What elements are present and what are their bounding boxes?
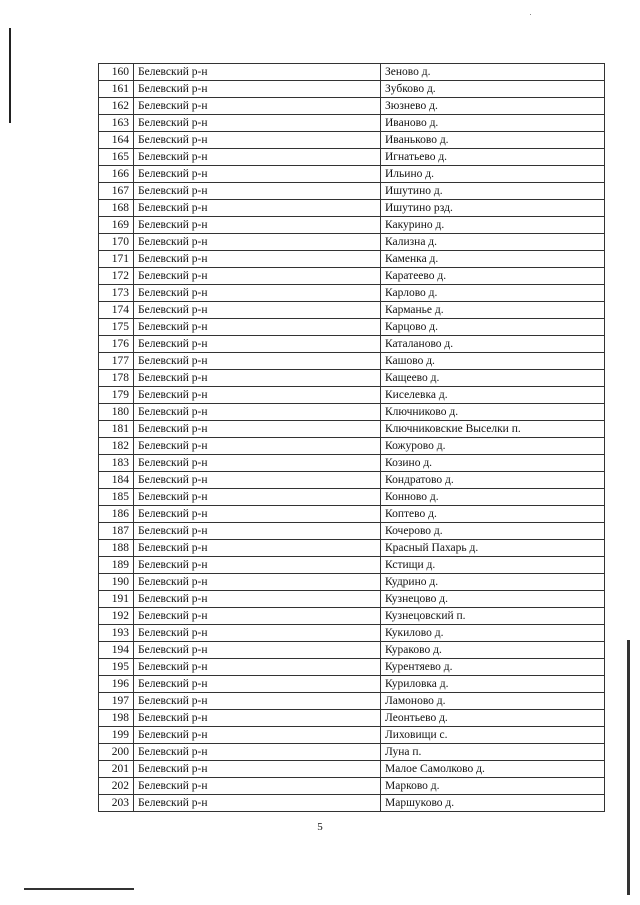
row-number-cell: 201 <box>99 761 134 778</box>
settlement-cell: Ключниково д. <box>381 404 605 421</box>
district-cell: Белевский р-н <box>134 98 381 115</box>
district-cell: Белевский р-н <box>134 574 381 591</box>
row-number-cell: 190 <box>99 574 134 591</box>
table-row <box>99 574 605 591</box>
district-cell: Белевский р-н <box>134 455 381 472</box>
settlement-cell: Иваньково д. <box>381 132 605 149</box>
district-cell: Белевский р-н <box>134 795 381 812</box>
table-row <box>99 506 605 523</box>
table-row <box>99 795 605 812</box>
settlement-cell: Каменка д. <box>381 251 605 268</box>
table-row <box>99 183 605 200</box>
district-cell: Белевский р-н <box>134 727 381 744</box>
table-row <box>99 404 605 421</box>
table-row <box>99 149 605 166</box>
table-row <box>99 64 605 81</box>
settlement-cell: Козино д. <box>381 455 605 472</box>
district-cell: Белевский р-н <box>134 234 381 251</box>
district-cell: Белевский р-н <box>134 438 381 455</box>
table-row <box>99 319 605 336</box>
settlement-cell: Маршуково д. <box>381 795 605 812</box>
table-row <box>99 557 605 574</box>
row-number-cell: 164 <box>99 132 134 149</box>
district-cell: Белевский р-н <box>134 268 381 285</box>
settlement-cell: Карманье д. <box>381 302 605 319</box>
row-number-cell: 172 <box>99 268 134 285</box>
row-number-cell: 171 <box>99 251 134 268</box>
table-row <box>99 302 605 319</box>
row-number-cell: 189 <box>99 557 134 574</box>
district-cell: Белевский р-н <box>134 523 381 540</box>
district-cell: Белевский р-н <box>134 676 381 693</box>
settlement-cell: Луна п. <box>381 744 605 761</box>
settlement-cell: Какурино д. <box>381 217 605 234</box>
settlement-cell: Коптево д. <box>381 506 605 523</box>
district-cell: Белевский р-н <box>134 81 381 98</box>
settlement-cell: Красный Пахарь д. <box>381 540 605 557</box>
table-row <box>99 608 605 625</box>
table-row <box>99 693 605 710</box>
settlement-cell: Киселевка д. <box>381 387 605 404</box>
table-row <box>99 642 605 659</box>
row-number-cell: 165 <box>99 149 134 166</box>
district-cell: Белевский р-н <box>134 625 381 642</box>
district-cell: Белевский р-н <box>134 149 381 166</box>
settlement-cell: Кондратово д. <box>381 472 605 489</box>
district-cell: Белевский р-н <box>134 404 381 421</box>
settlement-cell: Зюзнево д. <box>381 98 605 115</box>
row-number-cell: 177 <box>99 353 134 370</box>
row-number-cell: 198 <box>99 710 134 727</box>
row-number-cell: 175 <box>99 319 134 336</box>
district-cell: Белевский р-н <box>134 744 381 761</box>
row-number-cell: 199 <box>99 727 134 744</box>
settlement-cell: Кстищи д. <box>381 557 605 574</box>
row-number-cell: 168 <box>99 200 134 217</box>
table-row <box>99 234 605 251</box>
row-number-cell: 173 <box>99 285 134 302</box>
table-row <box>99 472 605 489</box>
settlement-cell: Курентяево д. <box>381 659 605 676</box>
table-row <box>99 285 605 302</box>
row-number-cell: 184 <box>99 472 134 489</box>
row-number-cell: 188 <box>99 540 134 557</box>
table-row <box>99 489 605 506</box>
table-row <box>99 251 605 268</box>
district-cell: Белевский р-н <box>134 166 381 183</box>
row-number-cell: 163 <box>99 115 134 132</box>
settlement-cell: Кураково д. <box>381 642 605 659</box>
settlement-cell: Каталаново д. <box>381 336 605 353</box>
table-row <box>99 115 605 132</box>
district-cell: Белевский р-н <box>134 251 381 268</box>
settlements-table <box>98 63 605 812</box>
table-row <box>99 540 605 557</box>
settlement-cell: Ильино д. <box>381 166 605 183</box>
settlement-cell: Кудрино д. <box>381 574 605 591</box>
row-number-cell: 161 <box>99 81 134 98</box>
scan-speck <box>530 14 531 15</box>
district-cell: Белевский р-н <box>134 659 381 676</box>
settlement-cell: Кузнецовский п. <box>381 608 605 625</box>
row-number-cell: 170 <box>99 234 134 251</box>
district-cell: Белевский р-н <box>134 540 381 557</box>
row-number-cell: 176 <box>99 336 134 353</box>
district-cell: Белевский р-н <box>134 387 381 404</box>
scan-edge-mark-right <box>627 640 630 895</box>
row-number-cell: 183 <box>99 455 134 472</box>
row-number-cell: 196 <box>99 676 134 693</box>
district-cell: Белевский р-н <box>134 132 381 149</box>
table-row <box>99 455 605 472</box>
row-number-cell: 180 <box>99 404 134 421</box>
table-row <box>99 710 605 727</box>
settlement-cell: Ключниковские Выселки п. <box>381 421 605 438</box>
settlement-cell: Кукилово д. <box>381 625 605 642</box>
row-number-cell: 193 <box>99 625 134 642</box>
table-row <box>99 744 605 761</box>
row-number-cell: 191 <box>99 591 134 608</box>
row-number-cell: 179 <box>99 387 134 404</box>
district-cell: Белевский р-н <box>134 200 381 217</box>
row-number-cell: 186 <box>99 506 134 523</box>
settlement-cell: Ишутино рзд. <box>381 200 605 217</box>
table-row <box>99 761 605 778</box>
table-row <box>99 727 605 744</box>
district-cell: Белевский р-н <box>134 319 381 336</box>
table-row <box>99 659 605 676</box>
district-cell: Белевский р-н <box>134 302 381 319</box>
row-number-cell: 195 <box>99 659 134 676</box>
table-row <box>99 676 605 693</box>
district-cell: Белевский р-н <box>134 336 381 353</box>
settlement-cell: Зеново д. <box>381 64 605 81</box>
table-row <box>99 98 605 115</box>
district-cell: Белевский р-н <box>134 370 381 387</box>
row-number-cell: 194 <box>99 642 134 659</box>
row-number-cell: 174 <box>99 302 134 319</box>
row-number-cell: 202 <box>99 778 134 795</box>
district-cell: Белевский р-н <box>134 693 381 710</box>
table-row <box>99 370 605 387</box>
row-number-cell: 185 <box>99 489 134 506</box>
settlement-cell: Карцово д. <box>381 319 605 336</box>
district-cell: Белевский р-н <box>134 761 381 778</box>
table-row <box>99 387 605 404</box>
district-cell: Белевский р-н <box>134 557 381 574</box>
settlement-cell: Ишутино д. <box>381 183 605 200</box>
row-number-cell: 160 <box>99 64 134 81</box>
table-row <box>99 166 605 183</box>
district-cell: Белевский р-н <box>134 64 381 81</box>
district-cell: Белевский р-н <box>134 421 381 438</box>
table-row <box>99 268 605 285</box>
row-number-cell: 200 <box>99 744 134 761</box>
settlement-cell: Лиховищи с. <box>381 727 605 744</box>
row-number-cell: 197 <box>99 693 134 710</box>
district-cell: Белевский р-н <box>134 489 381 506</box>
settlements-table-body <box>99 64 605 812</box>
district-cell: Белевский р-н <box>134 591 381 608</box>
district-cell: Белевский р-н <box>134 115 381 132</box>
settlement-cell: Кочерово д. <box>381 523 605 540</box>
row-number-cell: 203 <box>99 795 134 812</box>
settlement-cell: Кузнецово д. <box>381 591 605 608</box>
row-number-cell: 167 <box>99 183 134 200</box>
district-cell: Белевский р-н <box>134 608 381 625</box>
scan-footer-line <box>24 888 134 890</box>
table-row <box>99 438 605 455</box>
district-cell: Белевский р-н <box>134 217 381 234</box>
table-row <box>99 353 605 370</box>
table-row <box>99 200 605 217</box>
page-number: 5 <box>317 821 323 833</box>
row-number-cell: 181 <box>99 421 134 438</box>
table-row <box>99 217 605 234</box>
table-row <box>99 132 605 149</box>
district-cell: Белевский р-н <box>134 353 381 370</box>
settlement-cell: Малое Самолково д. <box>381 761 605 778</box>
settlement-cell: Куриловка д. <box>381 676 605 693</box>
row-number-cell: 162 <box>99 98 134 115</box>
settlement-cell: Марково д. <box>381 778 605 795</box>
row-number-cell: 169 <box>99 217 134 234</box>
settlement-cell: Зубково д. <box>381 81 605 98</box>
table-row <box>99 625 605 642</box>
settlement-cell: Кожурово д. <box>381 438 605 455</box>
table-row <box>99 523 605 540</box>
settlement-cell: Ламоново д. <box>381 693 605 710</box>
table-row <box>99 421 605 438</box>
district-cell: Белевский р-н <box>134 506 381 523</box>
table-row <box>99 336 605 353</box>
district-cell: Белевский р-н <box>134 472 381 489</box>
row-number-cell: 187 <box>99 523 134 540</box>
table-row <box>99 778 605 795</box>
district-cell: Белевский р-н <box>134 710 381 727</box>
district-cell: Белевский р-н <box>134 285 381 302</box>
district-cell: Белевский р-н <box>134 778 381 795</box>
district-cell: Белевский р-н <box>134 642 381 659</box>
settlement-cell: Карлово д. <box>381 285 605 302</box>
row-number-cell: 166 <box>99 166 134 183</box>
settlement-cell: Иваново д. <box>381 115 605 132</box>
settlement-cell: Кашово д. <box>381 353 605 370</box>
settlement-cell: Игнатьево д. <box>381 149 605 166</box>
row-number-cell: 178 <box>99 370 134 387</box>
scan-edge-mark-left <box>9 28 11 123</box>
settlement-cell: Кащеево д. <box>381 370 605 387</box>
settlement-cell: Конново д. <box>381 489 605 506</box>
district-cell: Белевский р-н <box>134 183 381 200</box>
settlement-cell: Каратеево д. <box>381 268 605 285</box>
settlement-cell: Леонтьево д. <box>381 710 605 727</box>
row-number-cell: 182 <box>99 438 134 455</box>
table-row <box>99 591 605 608</box>
row-number-cell: 192 <box>99 608 134 625</box>
table-row <box>99 81 605 98</box>
settlement-cell: Кализна д. <box>381 234 605 251</box>
